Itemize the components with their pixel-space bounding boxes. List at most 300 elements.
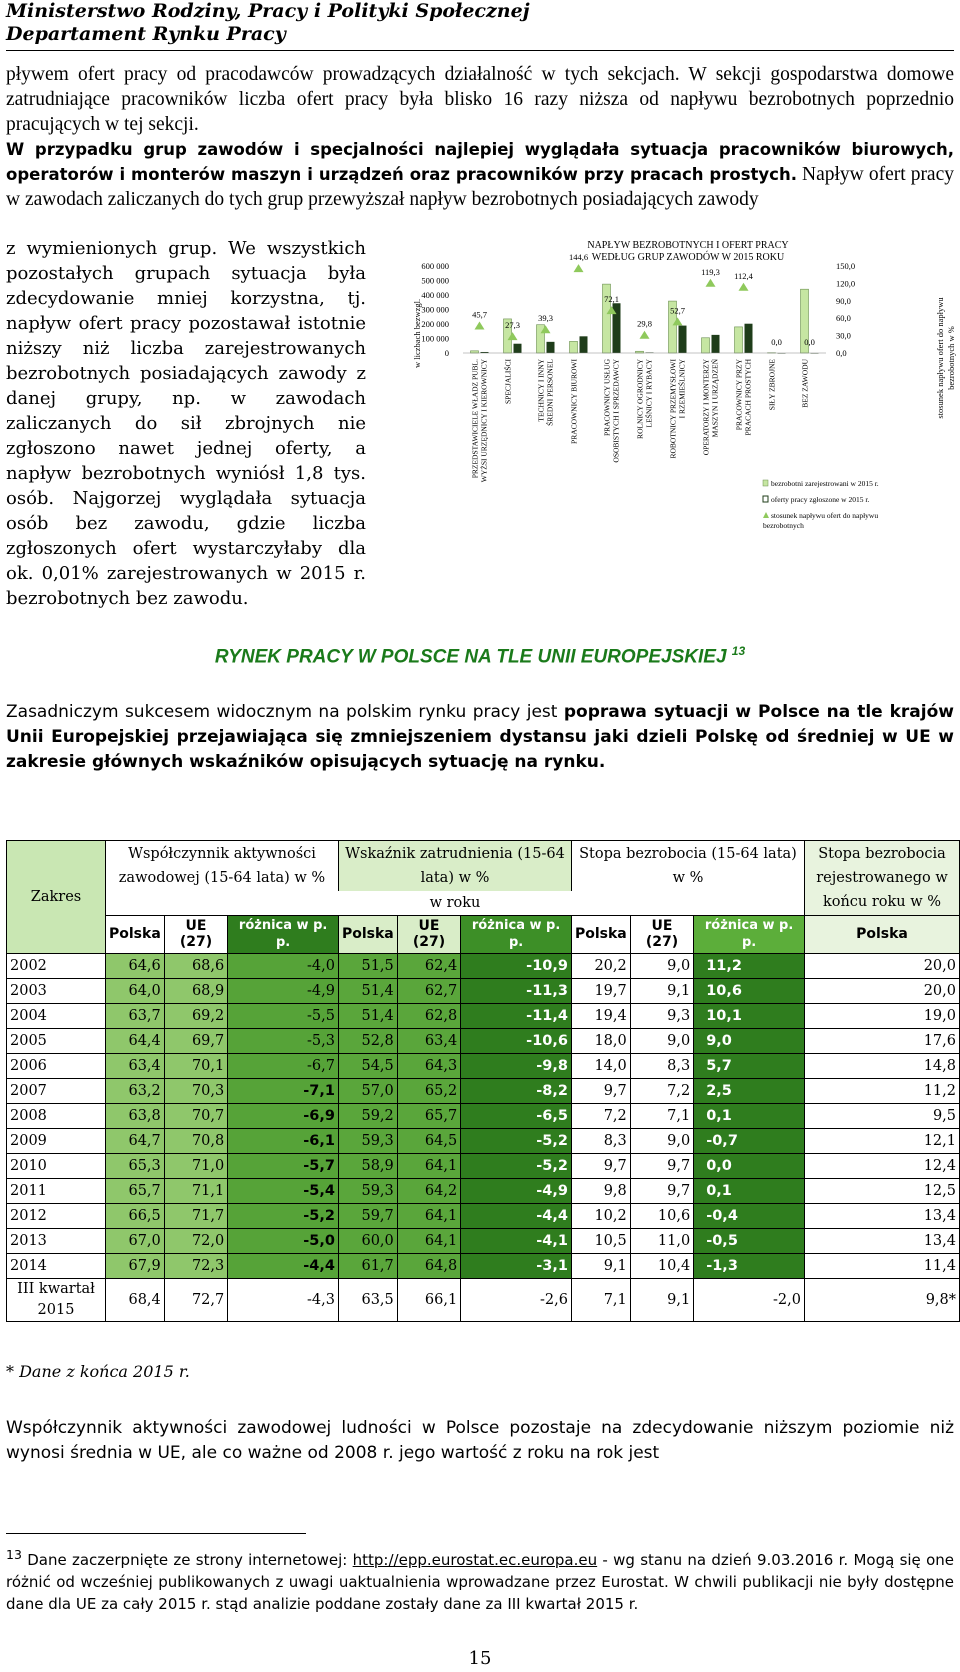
row-label: 2013: [7, 1228, 106, 1253]
ratio-label: 0,0: [771, 337, 782, 347]
table-cell: -10,9: [461, 953, 572, 978]
table-cell: 71,7: [164, 1203, 227, 1228]
chart-title-line-2: WEDŁUG GRUP ZAWODÓW W 2015 ROKU: [591, 252, 785, 263]
table-cell: 17,6: [805, 1028, 960, 1053]
activity-paragraph: Współczynnik aktywności zawodowej ludności w Polsce pozostaje na zdecydowanie niższym poziomie niż wynosi średnia w UE, ale co ważne od 2008 r. jego wartość z roku na rok jest: [6, 1418, 954, 1463]
table-cell: 11,2: [805, 1078, 960, 1103]
y2-tick-label: 120,0: [836, 278, 856, 289]
category-label-text: [603, 358, 621, 462]
th-sub-4: UE (27): [397, 915, 460, 953]
table-cell: -6,1: [228, 1128, 339, 1153]
ratio-marker: [475, 321, 485, 329]
table-cell: -2,0: [694, 1278, 805, 1321]
legend-label: [763, 511, 878, 530]
table-cell: 64,4: [106, 1028, 165, 1053]
table-cell: 51,4: [338, 978, 397, 1003]
y-axis-label: w liczbach bezwzgl.: [412, 298, 422, 368]
y-tick-label: 100 000: [421, 333, 449, 344]
intro-paragraph-2-rest: Napływ ofert pracy w zawodach zaliczanych do tych grup przewyższał napływ bezrobotnych posiadających zawody: [6, 164, 954, 210]
table-row: [7, 1178, 960, 1203]
category-label-line: PRACOWNICY BIUROWI: [569, 359, 579, 444]
table-cell: 14,8: [805, 1053, 960, 1078]
table-cell: 58,9: [338, 1153, 397, 1178]
row-label: 2003: [7, 978, 106, 1003]
ratio-marker: [640, 331, 650, 339]
table-cell: 52,8: [338, 1028, 397, 1053]
row-label: 2002: [7, 953, 106, 978]
table-cell: -7,1: [228, 1078, 339, 1103]
category-label-line: PRZEDSTAWICIELE WŁADZ PUBL.: [470, 359, 480, 479]
th-sub-6: Polska: [571, 915, 630, 953]
category-label: [768, 359, 777, 411]
legend-label-line: stosunek napływu ofert do napływu: [771, 511, 879, 520]
table-cell: 9,0: [630, 1128, 693, 1153]
table-cell: 62,8: [397, 1003, 460, 1028]
table-cell: 64,1: [397, 1153, 460, 1178]
table-cell: -10,6: [461, 1028, 572, 1053]
table-cell: 63,5: [338, 1278, 397, 1321]
table-cell: 64,8: [397, 1253, 460, 1278]
category-label: [503, 359, 513, 405]
y-tick-label: 0: [444, 348, 449, 358]
th-sub-8: różnica w p. p.: [694, 915, 805, 953]
table-cell: 7,2: [571, 1103, 630, 1128]
footnote-link[interactable]: http://epp.eurostat.ec.europa.eu: [352, 1551, 598, 1569]
bar-offers: [712, 335, 720, 353]
table-cell: 62,7: [397, 978, 460, 1003]
th-sub-3: Polska: [338, 915, 397, 953]
table-cell: 10,6: [630, 1203, 693, 1228]
bar-offers: [679, 326, 687, 353]
category-label-line: ROBOTNICY PRZEMYSŁOWI: [668, 359, 678, 459]
legend-swatch-offers: [763, 496, 768, 502]
table-row: [7, 953, 960, 978]
ratio-marker: [706, 279, 716, 287]
table-cell: 12,1: [805, 1128, 960, 1153]
legend-label-line: bezrobotnych: [763, 521, 804, 530]
row-label: 2008: [7, 1103, 106, 1128]
category-label-line: SIŁY ZBROJNE: [767, 359, 777, 411]
table-cell: 19,4: [571, 1003, 630, 1028]
category-label-text: [471, 358, 489, 482]
table-cell: -5,5: [228, 1003, 339, 1028]
table-cell: 57,0: [338, 1078, 397, 1103]
table-cell: 62,4: [397, 953, 460, 978]
table-cell: 72,3: [164, 1253, 227, 1278]
table-cell: 66,1: [397, 1278, 460, 1321]
category-label: [636, 358, 654, 439]
table-cell: 11,4: [805, 1253, 960, 1278]
table-cell: 65,7: [397, 1103, 460, 1128]
category-label-text: [669, 358, 687, 458]
category-label-line: OPERATORZY I MONTERZY: [701, 359, 711, 456]
bar-unemployed: [702, 338, 710, 353]
table-cell: 9,8*: [805, 1278, 960, 1321]
table-cell: 11,2: [694, 953, 805, 978]
table-cell: 7,1: [571, 1278, 630, 1321]
intro-paragraph-3: z wymienionych grup. We wszystkich pozostałych grupach sytuacja była zdecydowanie mniej korzystna, tj. napływ ofert pracy pozostawał istotnie niższy niż liczba zarejestrowanych bezrobotnych posiadających zawody z danej grupy, np. w zawodach zaliczanych do sił zbrojnych nie zgłoszono nawet jednej oferty, a napływ bezrobotnych wyniósł 1,8 tys. osób. Najgorzej wyglądała sytuacja osób bez zawodu, gdzie liczba zgłoszonych ofert wystarczyłaby dla ok. 0,01% zarejestrowanych w 2015 r. bezrobotnych bez zawodu.: [6, 238, 366, 609]
y2-tick-label: 60,0: [836, 313, 851, 324]
table-cell: 20,0: [805, 978, 960, 1003]
bar-unemployed: [735, 327, 743, 353]
table-cell: 61,7: [338, 1253, 397, 1278]
y-tick-label: 500 000: [421, 275, 449, 286]
table-cell: 9,7: [571, 1078, 630, 1103]
th-sub-9: Polska: [805, 915, 960, 953]
y2-axis-label: [935, 297, 956, 419]
row-label: 2012: [7, 1203, 106, 1228]
table-cell: 69,7: [164, 1028, 227, 1053]
table-row: [7, 1278, 960, 1321]
table-cell: 72,0: [164, 1228, 227, 1253]
table-cell: 70,8: [164, 1128, 227, 1153]
category-label-line: SPECJALIŚCI: [503, 359, 513, 405]
ratio-label: 144,6: [568, 252, 589, 263]
footnote-pre: Dane zaczerpnięte ze strony internetowej:: [21, 1551, 353, 1569]
table-cell: 71,0: [164, 1153, 227, 1178]
table-row: [7, 1053, 960, 1078]
bar-offers: [547, 342, 555, 353]
table-cell: 9,7: [571, 1153, 630, 1178]
category-label: [570, 359, 579, 444]
ratio-label: 0,0: [804, 337, 815, 347]
table-cell: 65,2: [397, 1078, 460, 1103]
page-header: [6, 0, 530, 46]
bar-unemployed: [471, 351, 479, 353]
th-sub-0: Polska: [106, 915, 165, 953]
table-cell: 68,9: [164, 978, 227, 1003]
header-department: Departament Rynku Pracy: [6, 23, 286, 45]
table-cell: 63,2: [106, 1078, 165, 1103]
row-label: 2011: [7, 1178, 106, 1203]
table-cell: -5,2: [461, 1128, 572, 1153]
ratio-label: 52,7: [670, 305, 685, 316]
category-label: [537, 358, 555, 425]
table-cell: 7,1: [630, 1103, 693, 1128]
table-cell: -5,2: [461, 1153, 572, 1178]
table-cell: 64,6: [106, 953, 165, 978]
table-cell: 8,3: [571, 1128, 630, 1153]
th-w-roku: w roku: [106, 891, 805, 916]
table-cell: 18,0: [571, 1028, 630, 1053]
chart-svg: [408, 228, 960, 598]
y2-label-line-1: stosunek napływu ofert do napływu: [935, 297, 945, 419]
th-sub-1: UE (27): [164, 915, 227, 953]
ratio-marker: [739, 283, 749, 291]
table-cell: 64,1: [397, 1228, 460, 1253]
table-subheader-row: [7, 915, 960, 953]
th-sub-5: różnica w p. p.: [461, 915, 572, 953]
th-zakres: Zakres: [7, 841, 106, 954]
intro-paragraph-1: pływem ofert pracy od pracodawców prowadzących działalność w tych sekcjach. W sekcji gospodarstwa domowe zatrudniające pracowników liczba ofert pracy była blisko 16 razy niższa od napływu bezrobotnych poprzednio pracujących w tej sekcji.: [6, 64, 954, 135]
bar-unemployed: [570, 341, 578, 353]
table-cell: 63,7: [106, 1003, 165, 1028]
table-cell: 0,0: [694, 1153, 805, 1178]
category-label-line: LEŚNICY I RYBACY: [644, 359, 654, 428]
table-cell: 2,5: [694, 1078, 805, 1103]
table-cell: -0,4: [694, 1203, 805, 1228]
table-cell: 8,3: [630, 1053, 693, 1078]
row-label: 2014: [7, 1253, 106, 1278]
row-label: 2006: [7, 1053, 106, 1078]
footnote-post: - wg stanu na dzień 9.03.2016 r. Mogą się one różnić od wcześniej publikowanych z uwagi uaktualnienia wprowadzane przez Eurostat. W chwili publikacji nie były dostępne dane dla UE za cały 2015 r. stąd analizie poddane zostały dane za III kwartał 2015 r.: [6, 1551, 954, 1613]
category-label-line: PRACOWNICY USŁUG: [602, 359, 612, 437]
footnote-rule: [6, 1533, 306, 1534]
table-cell: -5,0: [228, 1228, 339, 1253]
table-cell: 10,6: [694, 978, 805, 1003]
table-row: [7, 1078, 960, 1103]
table-cell: 60,0: [338, 1228, 397, 1253]
table-cell: 19,0: [805, 1003, 960, 1028]
table-cell: -11,4: [461, 1003, 572, 1028]
category-label-line: MASZYN I URZĄDZEŃ: [710, 359, 720, 438]
table-cell: 64,1: [397, 1203, 460, 1228]
table-row: [7, 1003, 960, 1028]
table-row: [7, 1153, 960, 1178]
table-cell: 9,3: [630, 1003, 693, 1028]
table-cell: -4,1: [461, 1228, 572, 1253]
table-cell: 7,2: [630, 1078, 693, 1103]
table-cell: 63,4: [106, 1053, 165, 1078]
th-group-activity: Współczynnik aktywności zawodowej (15-64 lata) w %: [106, 841, 339, 891]
table-row: [7, 1028, 960, 1053]
table-cell: -0,7: [694, 1128, 805, 1153]
table-cell: 20,0: [805, 953, 960, 978]
table-cell: -0,5: [694, 1228, 805, 1253]
chart-legend: [763, 479, 879, 530]
eu-comparison-paragraph: [6, 700, 954, 775]
table-cell: 9,7: [630, 1178, 693, 1203]
table-cell: 64,5: [397, 1128, 460, 1153]
footnote: [6, 1544, 954, 1615]
table-cell: 20,2: [571, 953, 630, 978]
table-cell: 19,7: [571, 978, 630, 1003]
table-cell: 0,1: [694, 1103, 805, 1128]
table-cell: 12,4: [805, 1153, 960, 1178]
table-cell: 64,0: [106, 978, 165, 1003]
category-label-line: WYŻSI URZĘDNICY I KIEROWNICY: [479, 359, 489, 483]
eu-labour-market-table: [6, 840, 960, 1322]
table-cell: 9,1: [630, 978, 693, 1003]
table-cell: 9,0: [694, 1028, 805, 1053]
table-cell: 64,7: [106, 1128, 165, 1153]
table-cell: -6,5: [461, 1103, 572, 1128]
category-label-line: OSOBISTYCH I SPRZEDAWCY: [611, 359, 621, 463]
y-axis-ticks: [421, 261, 449, 358]
category-label-line: BEZ ZAWODU: [800, 359, 810, 408]
table-cell: 63,8: [106, 1103, 165, 1128]
table-cell: -3,1: [461, 1253, 572, 1278]
table-cell: 72,7: [164, 1278, 227, 1321]
table-row: [7, 978, 960, 1003]
category-label-text: [702, 358, 720, 455]
table-cell: 10,5: [571, 1228, 630, 1253]
table-cell: 9,1: [630, 1278, 693, 1321]
table-cell: 69,2: [164, 1003, 227, 1028]
category-label-line: PRACOWNICY PRZY: [734, 359, 744, 431]
table-cell: 68,4: [106, 1278, 165, 1321]
ratio-label: 119,3: [701, 266, 720, 277]
table-cell: -4,9: [461, 1178, 572, 1203]
section-title: [0, 644, 960, 668]
table-cell: -4,4: [461, 1203, 572, 1228]
table-cell: 9,5: [805, 1103, 960, 1128]
table-cell: -4,0: [228, 953, 339, 978]
chart-title-line-1: NAPŁYW BEZROBOTNYCH I OFERT PRACY: [587, 240, 789, 251]
category-label-line: PRACACH PROSTYCH: [743, 359, 753, 436]
category-label-line: ROLNICY OGRODNICY: [635, 359, 645, 439]
section-title-text: RYNEK PRACY W POLSCE NA TLE UNII EUROPEJSKIEJ: [214, 646, 727, 668]
th-group-unemployment: Stopa bezrobocia (15-64 lata) w %: [571, 841, 804, 891]
th-group-registered: Stopa bezrobocia rejestrowanego w końcu roku w %: [805, 841, 960, 916]
table-cell: 9,1: [571, 1253, 630, 1278]
chart-ratio-markers: [472, 252, 815, 347]
table-cell: -5,4: [228, 1178, 339, 1203]
table-cell: 70,7: [164, 1103, 227, 1128]
bar-offers: [745, 324, 753, 353]
ratio-label: 112,4: [734, 270, 753, 281]
row-label: 2004: [7, 1003, 106, 1028]
table-cell: 10,2: [571, 1203, 630, 1228]
occupation-chart: [408, 228, 960, 598]
table-cell: -6,7: [228, 1053, 339, 1078]
table-cell: -5,3: [228, 1028, 339, 1053]
table-cell: 51,4: [338, 1003, 397, 1028]
table-cell: 11,0: [630, 1228, 693, 1253]
table-cell: 71,1: [164, 1178, 227, 1203]
table-cell: 14,0: [571, 1053, 630, 1078]
ratio-label: 39,3: [538, 313, 553, 324]
table-cell: 64,2: [397, 1178, 460, 1203]
category-label: [603, 358, 621, 462]
table-cell: 67,9: [106, 1253, 165, 1278]
table-row: [7, 1253, 960, 1278]
category-label-text: [801, 358, 810, 407]
chart-category-labels: [471, 358, 810, 482]
table-note: * Dane z końca 2015 r.: [6, 1362, 190, 1381]
ratio-label: 45,7: [472, 309, 487, 320]
y2-tick-label: 150,0: [836, 261, 856, 271]
header-rule: [6, 50, 954, 51]
table-row: [7, 1128, 960, 1153]
intro-paragraph-2: [6, 137, 954, 212]
table-cell: -11,3: [461, 978, 572, 1003]
table-cell: 13,4: [805, 1228, 960, 1253]
table-cell: 9,0: [630, 1028, 693, 1053]
table-cell: 65,3: [106, 1153, 165, 1178]
footnote-number: 13: [6, 1547, 22, 1562]
table-cell: 12,5: [805, 1178, 960, 1203]
table-cell: 54,5: [338, 1053, 397, 1078]
table-cell: 10,4: [630, 1253, 693, 1278]
page-number: 15: [468, 1648, 492, 1669]
ratio-marker: [574, 264, 584, 272]
table-cell: 70,3: [164, 1078, 227, 1103]
table-cell: 5,7: [694, 1053, 805, 1078]
y-tick-label: 400 000: [421, 290, 449, 300]
table-cell: 10,1: [694, 1003, 805, 1028]
row-label: 2007: [7, 1078, 106, 1103]
table-cell: 9,8: [571, 1178, 630, 1203]
table-cell: 9,7: [630, 1153, 693, 1178]
category-label-text: [768, 359, 777, 411]
y2-axis-ticks: [836, 261, 855, 358]
ratio-label: 72,1: [604, 294, 619, 305]
th-group-employment: Wskaźnik zatrudnienia (15-64 lata) w %: [338, 841, 571, 891]
table-cell: -8,2: [461, 1078, 572, 1103]
category-label: [471, 358, 489, 482]
table-row: [7, 1228, 960, 1253]
table-cell: 0,1: [694, 1178, 805, 1203]
table-cell: -2,6: [461, 1278, 572, 1321]
table-cell: 59,3: [338, 1178, 397, 1203]
legend-swatch-ratio: [763, 512, 769, 518]
bar-offers: [514, 344, 522, 353]
legend-label: oferty pracy zgłoszone w 2015 r.: [771, 495, 870, 504]
y2-label-line-2: bezrobotnych w %: [946, 326, 956, 390]
table-cell: 59,3: [338, 1128, 397, 1153]
y-tick-label: 200 000: [421, 319, 449, 329]
th-sub-7: UE (27): [630, 915, 693, 953]
category-label-text: [537, 358, 555, 425]
table-cell: -4,4: [228, 1253, 339, 1278]
category-label-text: [503, 359, 513, 405]
table-cell: -4,9: [228, 978, 339, 1003]
category-label-line: ŚREDNI PERSONEL: [545, 359, 555, 426]
table-cell: -6,9: [228, 1103, 339, 1128]
table-row: [7, 1103, 960, 1128]
category-label-text: [636, 358, 654, 439]
table-cell: 65,7: [106, 1178, 165, 1203]
row-label: 2010: [7, 1153, 106, 1178]
intro-paragraph-2-bold: W przypadku grup zawodów i specjalności najlepiej wyglądała sytuacja pracowników biurowych, operatorów i monterów maszyn i urządzeń oraz pracowników przy pracach prostych.: [6, 140, 954, 184]
category-label-line: I RZEMIEŚLNICY: [677, 359, 687, 419]
category-label-text: [735, 358, 753, 435]
th-sub-2: różnica w p. p.: [228, 915, 339, 953]
table-cell: 70,1: [164, 1053, 227, 1078]
category-label: [735, 358, 753, 435]
table-cell: 9,0: [630, 953, 693, 978]
table-cell: 67,0: [106, 1228, 165, 1253]
category-label: [801, 358, 810, 407]
eu-comparison-lead: Zasadniczym sukcesem widocznym na polskim rynku pracy jest: [6, 702, 564, 722]
table-cell: 63,4: [397, 1028, 460, 1053]
bar-offers: [580, 336, 588, 353]
row-label: 2009: [7, 1128, 106, 1153]
category-label-line: TECHNICY I INNY: [536, 359, 546, 422]
legend-swatch-unemployed: [763, 480, 768, 486]
table-cell: 13,4: [805, 1203, 960, 1228]
category-label: [669, 358, 687, 458]
table-cell: -4,3: [228, 1278, 339, 1321]
y2-tick-label: 0,0: [836, 348, 847, 358]
chart-title: [587, 240, 788, 263]
table-cell: 66,5: [106, 1203, 165, 1228]
y-tick-label: 600 000: [421, 261, 449, 271]
legend-label: bezrobotni zarejestrowani w 2015 r.: [771, 479, 879, 488]
section-footnote-ref: 13: [731, 644, 746, 658]
row-label: 2005: [7, 1028, 106, 1053]
row-label: III kwartał 2015: [7, 1278, 106, 1321]
ratio-label: 27,3: [505, 320, 520, 331]
category-label-text: [570, 359, 579, 444]
y-tick-label: 300 000: [421, 304, 449, 315]
category-label: [702, 358, 720, 455]
table-row: [7, 1203, 960, 1228]
table-cell: 51,5: [338, 953, 397, 978]
table-cell: -5,7: [228, 1153, 339, 1178]
table-cell: -5,2: [228, 1203, 339, 1228]
